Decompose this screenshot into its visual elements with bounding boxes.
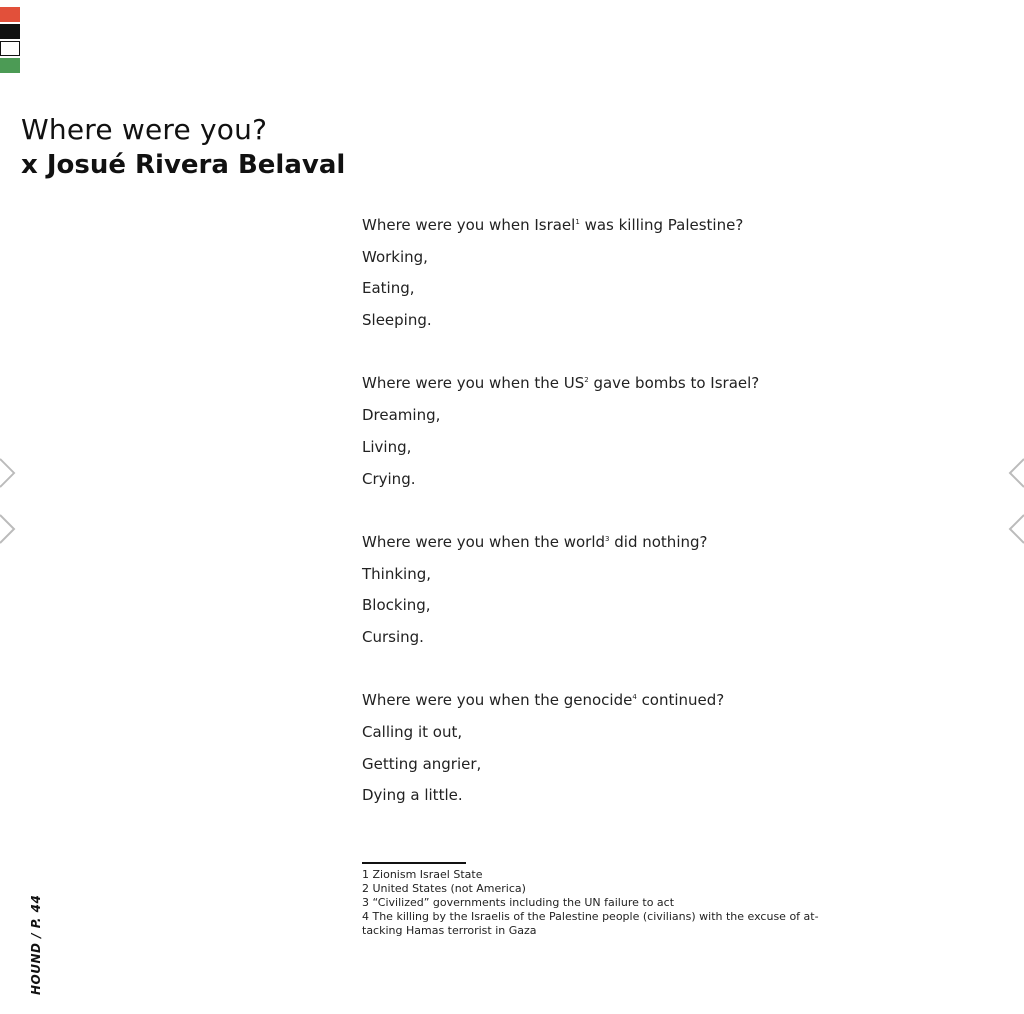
stanza-question xyxy=(362,685,922,717)
poem xyxy=(362,210,922,844)
footnotes xyxy=(362,862,852,938)
stanza-2 xyxy=(362,368,922,495)
question-text: Where were you when the US xyxy=(362,374,585,393)
question-text: was killing Palestine? xyxy=(579,216,744,234)
poem-line: Working, xyxy=(362,247,428,266)
stanza-4 xyxy=(362,685,922,812)
footnote-item: 1 Zionism Israel State xyxy=(362,868,483,881)
previous-page-button[interactable] xyxy=(0,458,16,488)
poem-line: Blocking, xyxy=(362,596,431,615)
footnote-ref[interactable]: 3 xyxy=(605,534,610,543)
footnote-item: 3 “Civilized” governments including the UN failure to act xyxy=(362,896,675,909)
poem-line: Thinking, xyxy=(362,564,431,583)
poem-line: Sleeping. xyxy=(362,311,432,330)
poem-line: Getting angrier, xyxy=(362,754,482,773)
stanza-question xyxy=(362,527,922,559)
next-page-button[interactable] xyxy=(1008,458,1024,488)
chevron-right-icon xyxy=(1008,458,1024,488)
poem-line: Crying. xyxy=(362,469,416,488)
poem-line: Living, xyxy=(362,437,412,456)
page-number-label: HOUND / P. 44 xyxy=(29,894,43,995)
previous-spread-button[interactable] xyxy=(0,514,16,544)
flag-logo xyxy=(0,7,21,75)
question-text: Where were you when Israel xyxy=(362,216,576,234)
stanza-1 xyxy=(362,210,922,337)
footnote-ref[interactable]: 1 xyxy=(575,218,580,226)
flag-stripe-green xyxy=(0,58,20,73)
chevron-left-icon xyxy=(0,458,16,488)
footnote-ref[interactable]: 2 xyxy=(584,376,589,385)
stanza-question xyxy=(362,210,922,242)
author-name: x Josué Rivera Belaval xyxy=(21,150,346,180)
stanza-question xyxy=(362,368,922,400)
next-spread-button[interactable] xyxy=(1008,514,1024,544)
flag-stripe-black xyxy=(0,24,20,39)
poem-line: Dying a little. xyxy=(362,786,463,805)
poem-line: Dreaming, xyxy=(362,406,441,425)
page-title: Where were you? xyxy=(21,113,268,146)
footnote-ref[interactable]: 4 xyxy=(632,693,637,702)
title-block xyxy=(21,112,345,182)
chevron-left-icon xyxy=(0,514,16,544)
flag-stripe-white xyxy=(0,41,20,56)
poem-line: Eating, xyxy=(362,279,415,298)
question-text: gave bombs to Israel? xyxy=(588,374,760,393)
footnote-divider xyxy=(362,862,466,864)
stanza-3 xyxy=(362,527,922,654)
footnote-item: 4 The killing by the Israelis of the Palestine people (civilians) with the excuse of at-tacking Hamas terrorist in Gaza xyxy=(362,910,819,937)
poem-line: Cursing. xyxy=(362,627,424,646)
question-text: continued? xyxy=(636,691,725,710)
chevron-right-icon xyxy=(1008,514,1024,544)
question-text: Where were you when the world xyxy=(362,532,606,551)
poem-line: Calling it out, xyxy=(362,723,463,741)
question-text: Where were you when the genocide xyxy=(362,691,633,710)
question-text: did nothing? xyxy=(609,532,708,551)
footnote-item: 2 United States (not America) xyxy=(362,882,526,895)
flag-stripe-red xyxy=(0,7,20,22)
